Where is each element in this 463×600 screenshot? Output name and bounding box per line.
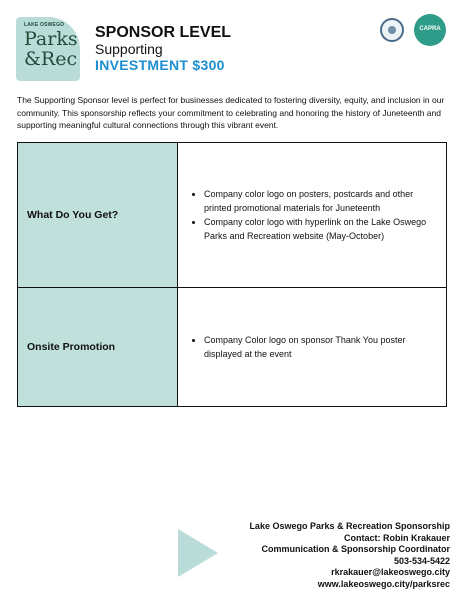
logo-lake-text: LAKE OSWEGO <box>24 22 65 28</box>
benefit-list <box>192 333 434 361</box>
logo-rec-text: &Rec <box>24 48 78 70</box>
capra-badge-icon <box>414 14 446 46</box>
benefit-details <box>178 143 447 288</box>
contact-email[interactable]: rkrakauer@lakeoswego.city <box>331 567 450 577</box>
list-item: • Company color logo with hyperlink on the Lake Oswego Parks and Recreation website (May-October) <box>204 215 434 243</box>
contact-name: Contact: Robin Krakauer <box>343 532 450 543</box>
benefit-label: What Do You Get? <box>18 143 178 288</box>
benefit-details <box>178 288 447 407</box>
table-row <box>18 288 447 407</box>
benefit-label: Onsite Promotion <box>18 288 178 407</box>
sponsor-header <box>95 24 231 74</box>
investment-amount: INVESTMENT $300 <box>95 57 225 73</box>
contact-org: Lake Oswego Parks & Recreation Sponsorship <box>249 521 450 531</box>
sponsor-level-label: SPONSOR LEVEL <box>95 24 232 41</box>
city-seal-icon <box>380 18 404 42</box>
play-arrow-icon <box>178 529 218 577</box>
list-item: • Company color logo on posters, postcards and other printed promotional materials for Juneteenth <box>204 187 434 215</box>
contact-phone[interactable]: 503-534-5422 <box>393 555 450 566</box>
parks-rec-logo <box>16 17 80 81</box>
intro-paragraph: The Supporting Sponsor level is perfect for businesses dedicated to fostering diversity, equity, and inclusion in our community. This sponsorship reflects your commitment to celebrating and honoring the history of Juneteenth and supporting meaningful cultural connections through this vibrant event. <box>17 95 445 130</box>
table-row <box>18 143 447 288</box>
contact-title: Communication & Sponsorship Coordinator <box>261 544 450 554</box>
logo-parks-text: Parks <box>24 28 78 50</box>
benefit-list <box>192 187 434 243</box>
contact-website[interactable]: www.lakeoswego.city/parksrec <box>317 578 450 589</box>
sponsor-level-name: Supporting <box>95 41 163 57</box>
contact-block <box>249 521 450 590</box>
benefits-table <box>17 142 447 407</box>
capra-badge-text: CAPRA <box>419 26 441 32</box>
list-item: • Company Color logo on sponsor Thank You poster displayed at the event <box>204 333 434 361</box>
